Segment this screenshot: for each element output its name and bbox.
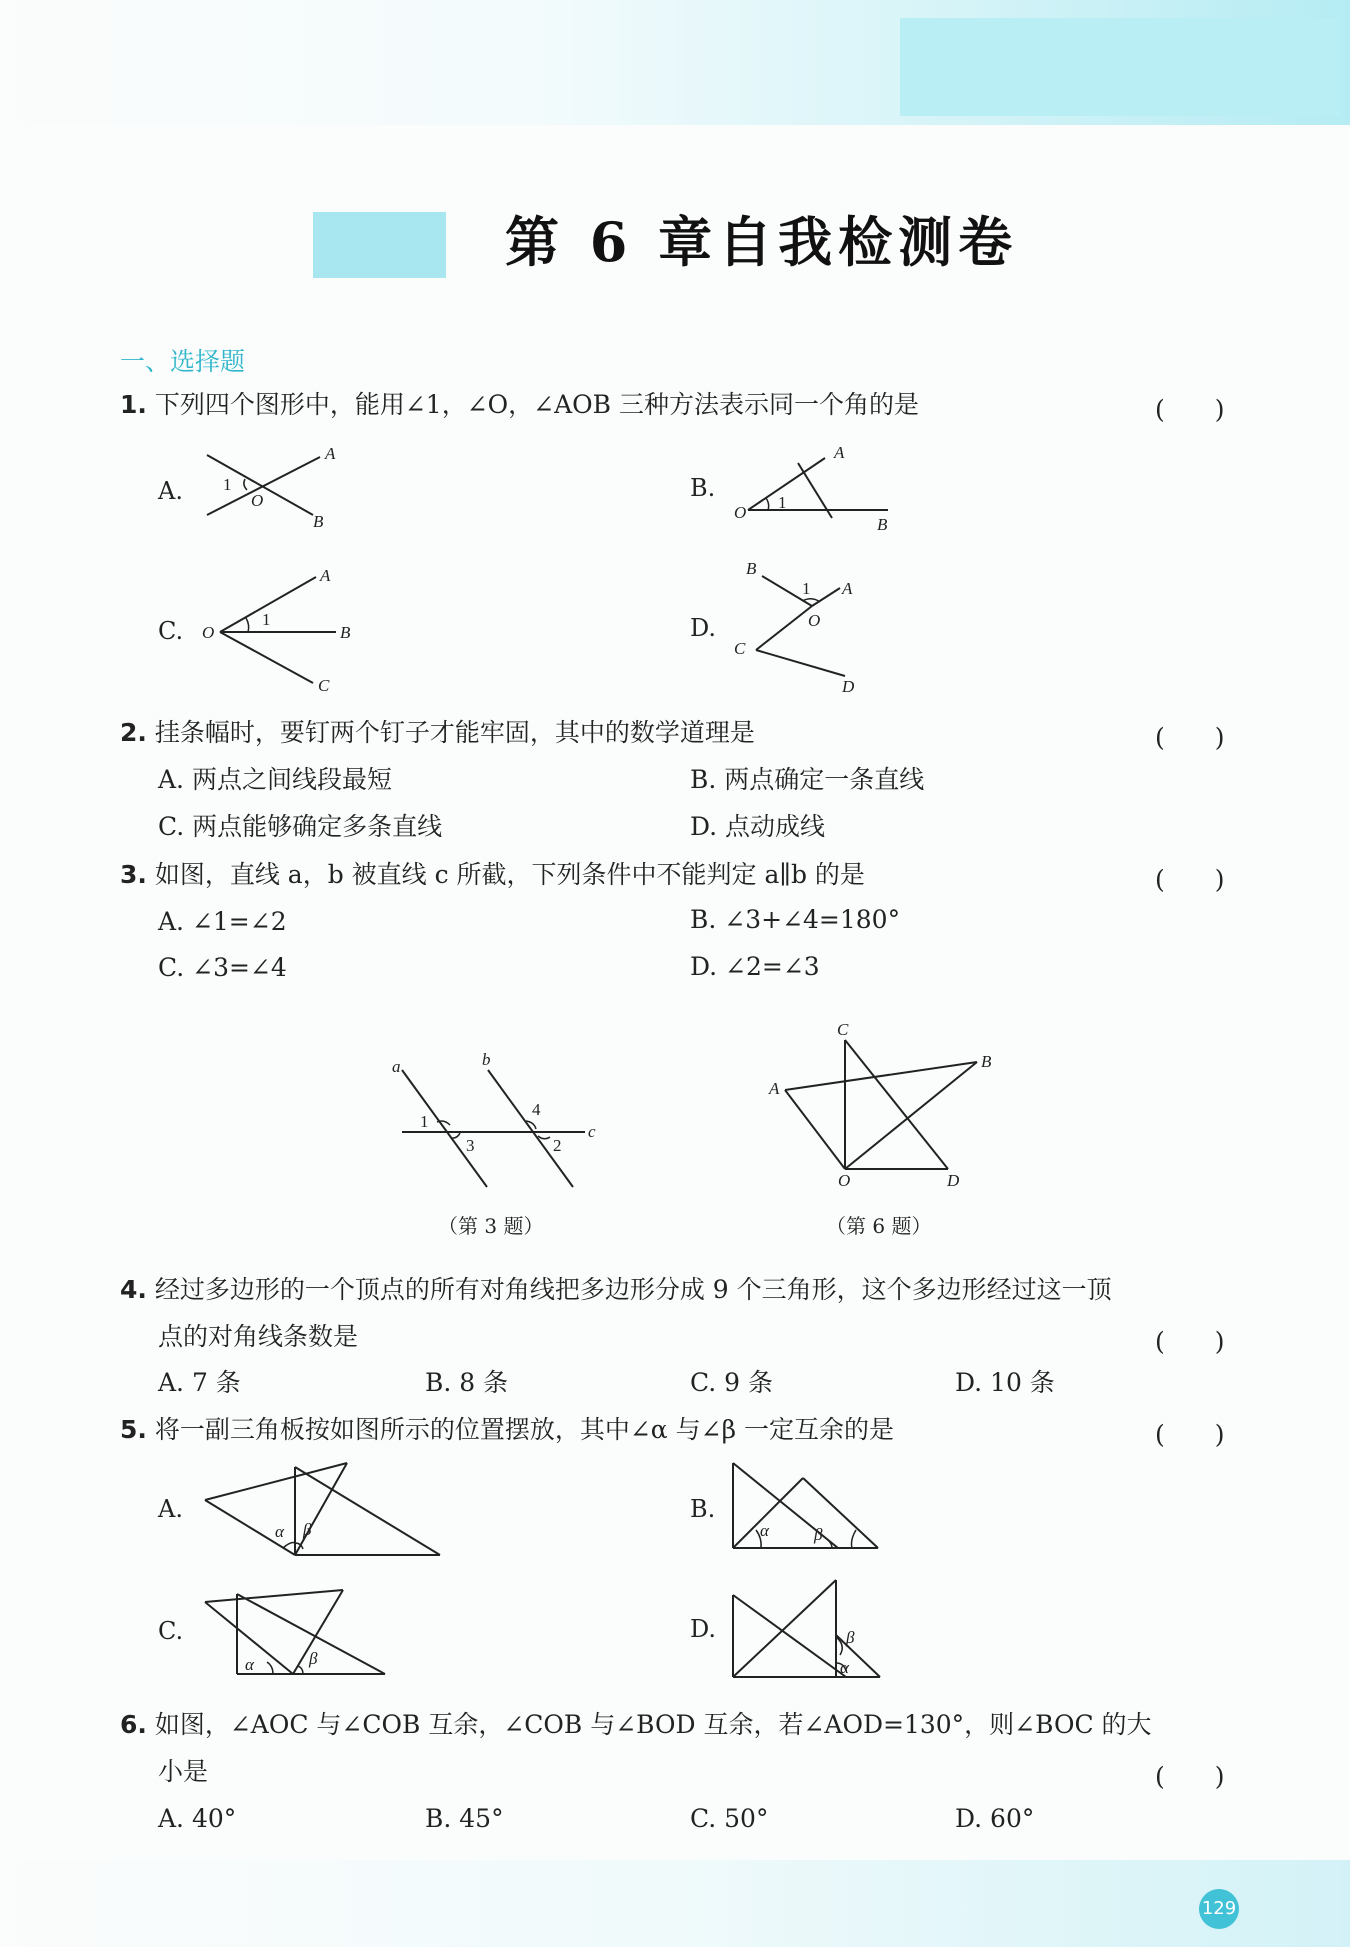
q3-stem (120, 860, 865, 890)
svg-text:O: O (734, 503, 747, 522)
svg-text:B: B (877, 515, 888, 534)
svg-text:C: C (837, 1020, 849, 1039)
svg-text:B: B (981, 1052, 992, 1071)
svg-text:α: α (245, 1655, 254, 1674)
svg-text:a: a (392, 1057, 401, 1076)
svg-text:B: B (313, 512, 324, 531)
svg-text:B: B (340, 623, 351, 642)
q6-text-line2: 小是 (158, 1757, 209, 1786)
q6-answer-blank[interactable]: ( ) (1155, 1762, 1225, 1791)
q4-stem (120, 1275, 1112, 1305)
q1-figure-b (730, 438, 910, 538)
svg-text:1: 1 (420, 1112, 429, 1131)
q1-option-c-label[interactable]: C. (158, 617, 184, 645)
q4-answer-blank[interactable]: ( ) (1155, 1327, 1225, 1356)
svg-text:c: c (588, 1122, 596, 1141)
svg-text:A: A (320, 566, 331, 585)
q2-stem (120, 718, 755, 748)
top-decor-block (900, 18, 1340, 116)
q5-figure-b (728, 1458, 898, 1558)
svg-text:O: O (838, 1171, 851, 1190)
section-heading: 一、选择题 (120, 347, 246, 376)
q2-number: 2. (120, 718, 147, 747)
svg-text:3: 3 (466, 1136, 475, 1155)
q6-option-d[interactable]: D. 60° (955, 1804, 1035, 1833)
q5-figure-a (195, 1455, 455, 1570)
q6-option-b[interactable]: B. 45° (425, 1804, 504, 1833)
q3-option-d[interactable]: D. ∠2=∠3 (690, 952, 820, 981)
q5-figure-c (195, 1582, 395, 1682)
q3-figure (380, 1045, 620, 1195)
svg-text:O: O (808, 611, 821, 630)
q6-figure-caption: （第 6 题） (826, 1214, 932, 1238)
q1-figure-d (730, 558, 900, 698)
q5-option-a-label[interactable]: A. (158, 1495, 183, 1523)
svg-text:D: D (947, 1171, 960, 1190)
svg-text:1: 1 (802, 579, 811, 598)
svg-text:2: 2 (553, 1136, 562, 1155)
q4-text: 经过多边形的一个顶点的所有对角线把多边形分成 9 个三角形，这个多边形经过这一顶 (154, 1275, 1112, 1304)
page-title: 第 6 章自我检测卷 (505, 210, 1019, 274)
q4-option-b[interactable]: B. 8 条 (425, 1368, 509, 1397)
q1-stem (120, 390, 919, 420)
q4-text-line2: 点的对角线条数是 (158, 1322, 359, 1351)
svg-text:A: A (325, 444, 336, 463)
svg-text:β: β (309, 1649, 318, 1668)
q2-option-c[interactable]: C. 两点能够确定多条直线 (158, 812, 443, 841)
svg-text:β: β (814, 1525, 823, 1544)
q1-number: 1. (120, 390, 147, 419)
q4-option-c[interactable]: C. 9 条 (690, 1368, 773, 1397)
q3-figure-caption: （第 3 题） (438, 1214, 544, 1238)
q3-number: 3. (120, 860, 147, 889)
q5-stem (120, 1415, 894, 1445)
q1-option-b-label[interactable]: B. (690, 474, 716, 502)
svg-text:C: C (318, 676, 330, 695)
q3-option-b[interactable]: B. ∠3+∠4=180° (690, 905, 901, 934)
q5-text: 将一副三角板按如图所示的位置摆放，其中∠α 与∠β 一定互余的是 (154, 1415, 894, 1444)
svg-text:A: A (834, 443, 845, 462)
q5-number: 5. (120, 1415, 147, 1444)
q2-option-d[interactable]: D. 点动成线 (690, 812, 826, 841)
q5-option-c-label[interactable]: C. (158, 1617, 184, 1645)
q5-option-b-label[interactable]: B. (690, 1495, 716, 1523)
q3-text: 如图，直线 a，b 被直线 c 所截，下列条件中不能判定 a∥b 的是 (154, 860, 865, 889)
svg-text:1: 1 (262, 610, 271, 629)
q1-text: 下列四个图形中，能用∠1，∠O，∠AOB 三种方法表示同一个角的是 (154, 390, 919, 419)
q4-option-d[interactable]: D. 10 条 (955, 1368, 1055, 1397)
q5-figure-d (728, 1575, 898, 1685)
q6-option-c[interactable]: C. 50° (690, 1804, 769, 1833)
svg-text:β: β (303, 1520, 312, 1539)
title-color-block (313, 212, 446, 278)
svg-text:4: 4 (532, 1100, 541, 1119)
q2-option-a[interactable]: A. 两点之间线段最短 (158, 765, 392, 794)
page-number-badge: 129 (1199, 1889, 1239, 1929)
bottom-decor-band (0, 1860, 1350, 1947)
q1-answer-blank[interactable]: ( ) (1155, 395, 1225, 424)
q5-answer-blank[interactable]: ( ) (1155, 1420, 1225, 1449)
q1-figure-c (198, 565, 368, 695)
q2-answer-blank[interactable]: ( ) (1155, 723, 1225, 752)
svg-text:α: α (760, 1521, 769, 1540)
svg-text:α: α (840, 1658, 849, 1677)
q6-option-a[interactable]: A. 40° (158, 1804, 237, 1833)
svg-text:C: C (734, 639, 746, 658)
q6-text: 如图，∠AOC 与∠COB 互余，∠COB 与∠BOD 互余，若∠AOD=130°，则∠BOC 的大 (154, 1710, 1152, 1739)
q6-number: 6. (120, 1710, 147, 1739)
q1-option-a-label[interactable]: A. (158, 477, 183, 505)
svg-text:A: A (842, 579, 853, 598)
q3-option-c[interactable]: C. ∠3=∠4 (158, 953, 287, 982)
q5-option-d-label[interactable]: D. (690, 1615, 717, 1643)
q4-option-a[interactable]: A. 7 条 (158, 1368, 241, 1397)
q2-option-b[interactable]: B. 两点确定一条直线 (690, 765, 925, 794)
svg-text:O: O (202, 623, 215, 642)
q1-option-d-label[interactable]: D. (690, 614, 717, 642)
svg-text:b: b (482, 1050, 491, 1069)
q3-option-a[interactable]: A. ∠1=∠2 (158, 907, 287, 936)
svg-text:β: β (846, 1628, 855, 1647)
svg-text:A: A (769, 1079, 780, 1098)
svg-text:1: 1 (778, 493, 787, 512)
q6-figure (765, 1020, 1005, 1190)
svg-text:O: O (251, 491, 264, 510)
q4-number: 4. (120, 1275, 147, 1304)
q2-text: 挂条幅时，要钉两个钉子才能牢固，其中的数学道理是 (154, 718, 755, 747)
svg-text:α: α (275, 1522, 284, 1541)
svg-text:1: 1 (223, 475, 232, 494)
q3-answer-blank[interactable]: ( ) (1155, 865, 1225, 894)
q6-stem (120, 1710, 1152, 1740)
svg-text:B: B (746, 559, 757, 578)
svg-text:D: D (842, 677, 855, 696)
q1-figure-a (195, 445, 365, 535)
